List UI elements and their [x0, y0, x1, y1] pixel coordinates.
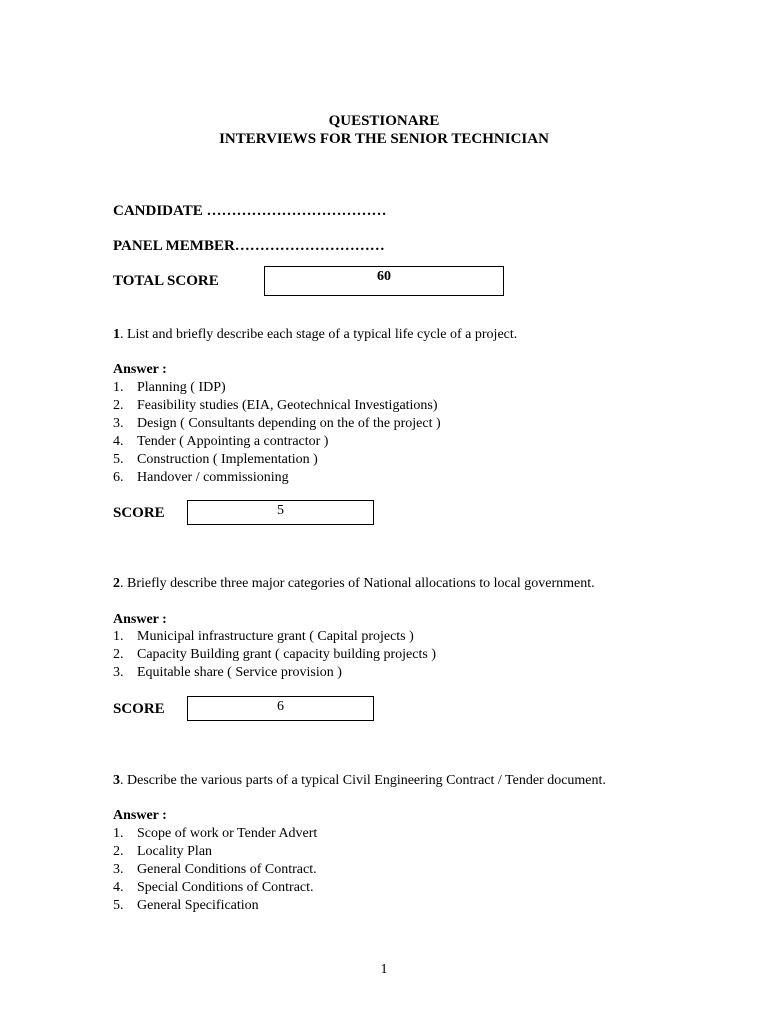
document-title: QUESTIONARE [328, 113, 440, 129]
question-number: 3 [113, 773, 120, 788]
list-item: 3. Equitable share ( Service provision ) [113, 665, 342, 680]
answer-list-2 [113, 628, 436, 682]
list-item: 4. Tender ( Appointing a contractor ) [113, 434, 329, 449]
answer-label: Answer : [113, 612, 167, 627]
answer-label: Answer : [113, 362, 167, 377]
score-label: SCORE [113, 505, 165, 521]
answer-label: Answer : [113, 808, 167, 823]
list-item: 1. Planning ( IDP) [113, 380, 226, 395]
page-number: 1 [380, 962, 388, 977]
score-box-1: 5 [187, 500, 374, 525]
total-score-box: 60 [264, 266, 504, 296]
list-item: 4. Special Conditions of Contract. [113, 880, 314, 895]
list-item: 3. General Conditions of Contract. [113, 862, 317, 877]
score-box-2: 6 [187, 696, 374, 721]
document-subtitle: INTERVIEWS FOR THE SENIOR TECHNICIAN [219, 131, 549, 147]
question-1 [113, 326, 517, 344]
score-label: SCORE [113, 701, 165, 717]
question-text: . List and briefly describe each stage of a typical life cycle of a project. [120, 327, 518, 342]
list-item: 2. Capacity Building grant ( capacity building projects ) [113, 647, 436, 662]
answer-list-3 [113, 825, 317, 915]
question-number: 2 [113, 576, 120, 591]
question-2 [113, 575, 595, 593]
question-number: 1 [113, 327, 120, 342]
total-score-label: TOTAL SCORE [113, 273, 219, 289]
question-3 [113, 772, 606, 790]
list-item: 6. Handover / commissioning [113, 470, 289, 485]
question-text: . Describe the various parts of a typical Civil Engineering Contract / Tender document. [120, 773, 606, 788]
question-text: . Briefly describe three major categories of National allocations to local government. [120, 576, 595, 591]
list-item: 1. Municipal infrastructure grant ( Capital projects ) [113, 629, 414, 644]
list-item: 1. Scope of work or Tender Advert [113, 826, 318, 841]
list-item: 5. General Specification [113, 898, 259, 913]
list-item: 2. Locality Plan [113, 844, 213, 859]
list-item: 3. Design ( Consultants depending on the of the project ) [113, 416, 441, 431]
list-item: 5. Construction ( Implementation ) [113, 452, 318, 467]
panel-member-field: PANEL MEMBER………………………… [113, 238, 385, 254]
list-item: 2. Feasibility studies (EIA, Geotechnical Investigations) [113, 398, 438, 413]
candidate-field: CANDIDATE ……………………………… [113, 203, 387, 219]
answer-list-1 [113, 379, 441, 487]
